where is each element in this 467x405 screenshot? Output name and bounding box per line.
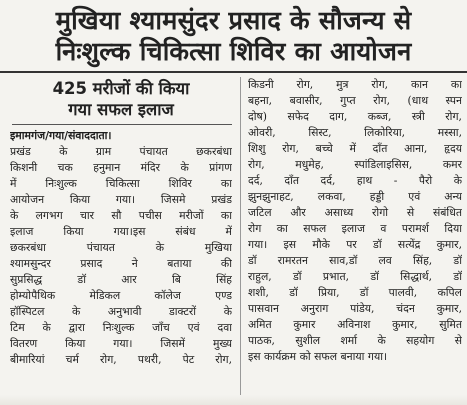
headline-divider — [0, 71, 467, 73]
dateline: इमामगंज/गया/संवाददाता। — [10, 129, 112, 142]
body-line: हॉस्पिटल के अनुभावी डाक्टरों के — [10, 305, 232, 318]
headline-line-1: मुखिया श्यामसुंदर प्रसाद के सौजन्य से — [55, 6, 412, 36]
body-line: रोग का सफल इलाज व परामर्श दिया — [248, 222, 462, 235]
body-line: वितरण किया गया। जिसमें मुख्य — [10, 337, 232, 350]
body-line: बहना, बवासीर, गुप्त रोग, (धाथ स्पन — [248, 94, 462, 107]
body-line: शशी, डॉ प्रिया, डॉ पालवी, कपिल — [248, 286, 462, 299]
body-line: डॉ रामरतन साव,डॉ लव सिंह, डॉ — [248, 254, 462, 267]
subheadline — [14, 78, 228, 122]
body-line: टिम के द्वारा निःशुल्क जाँच एवं दवा — [10, 321, 232, 334]
subheadline-line-2: गया सफल इलाज — [68, 100, 174, 119]
subheadline-line-1: 425 मरीजों की किया — [52, 79, 190, 98]
body-line: किशनी चक हनुमान मंदिर के प्रांगण — [10, 161, 232, 174]
body-line: झुनझुनाहट, लकवा, हड्डी एवं अन्य — [248, 190, 462, 203]
body-line: गया। इस मौके पर डॉ सत्येंद्र कुमार, — [248, 238, 462, 251]
body-line: इस कार्यक्रम को सफल बनाया गया। — [248, 350, 388, 363]
article-right-column — [248, 77, 462, 365]
body-line: पाठक, सुशील शर्मा के सहयोग से — [248, 334, 462, 347]
body-line: होम्योपैथिक मेडिकल कॉलेज एण्ड — [10, 289, 232, 302]
body-line: प्रखंड के ग्राम पंचायत छकरबंधा — [10, 145, 232, 158]
body-line: आयोजन किया गया। जिसमे प्रखंड — [10, 193, 232, 206]
article-left-column — [10, 128, 232, 368]
column-divider — [240, 77, 241, 395]
body-line: शिशु रोग, बच्चे में दाँत आना, हृदय — [248, 142, 462, 155]
body-line: ओवरी, सिस्ट, लिकोरिया, मस्सा, — [248, 126, 462, 139]
body-line: बीमारियां चर्म रोग, पथरी, पेट रोग, — [10, 353, 232, 366]
headline-line-2: निःशुल्क चिकित्सा शिविर का आयोजन — [55, 37, 412, 67]
body-line: छकरबंधा पंचायत के मुखिया — [10, 241, 232, 254]
body-line: इलाज किया गया।इस संबंध में — [10, 225, 232, 238]
page-bottom-edge — [0, 395, 467, 405]
body-line: राहुल, डॉ प्रभात, डॉ सिद्धार्थ, डॉ — [248, 270, 462, 283]
body-line: दोष) सफेद दाग, कब्ज, स्त्री रोग, — [248, 110, 462, 123]
body-line: में निःशुल्क चिकित्सा शिविर का — [10, 177, 232, 190]
headline — [0, 0, 467, 76]
body-line: सुप्रसिद्ध डॉ आर बि सिंह — [10, 273, 232, 286]
body-line: दर्द, दाँत दर्द, हाथ - पैरो के — [248, 174, 462, 187]
body-line: किडनी रोग, मुत्र रोग, कान का — [248, 78, 462, 91]
body-line: पासवान अनुराग पांडेय, चंदन कुमार, — [248, 302, 462, 315]
body-line: के लगभग चार सौ पचीस मरीजों का — [10, 209, 232, 222]
body-line: अमित कुमार अविनाश कुमार, सुमित — [248, 318, 462, 331]
body-line: श्यामसुन्दर प्रसाद ने बताया की — [10, 257, 232, 270]
subheadline-rule — [12, 124, 232, 125]
body-line: जटिल और असाध्य रोगो से संबंधित — [248, 206, 462, 219]
body-line: रोग, मधुमेह, स्पांडिलाइसिस, कमर — [248, 158, 462, 171]
